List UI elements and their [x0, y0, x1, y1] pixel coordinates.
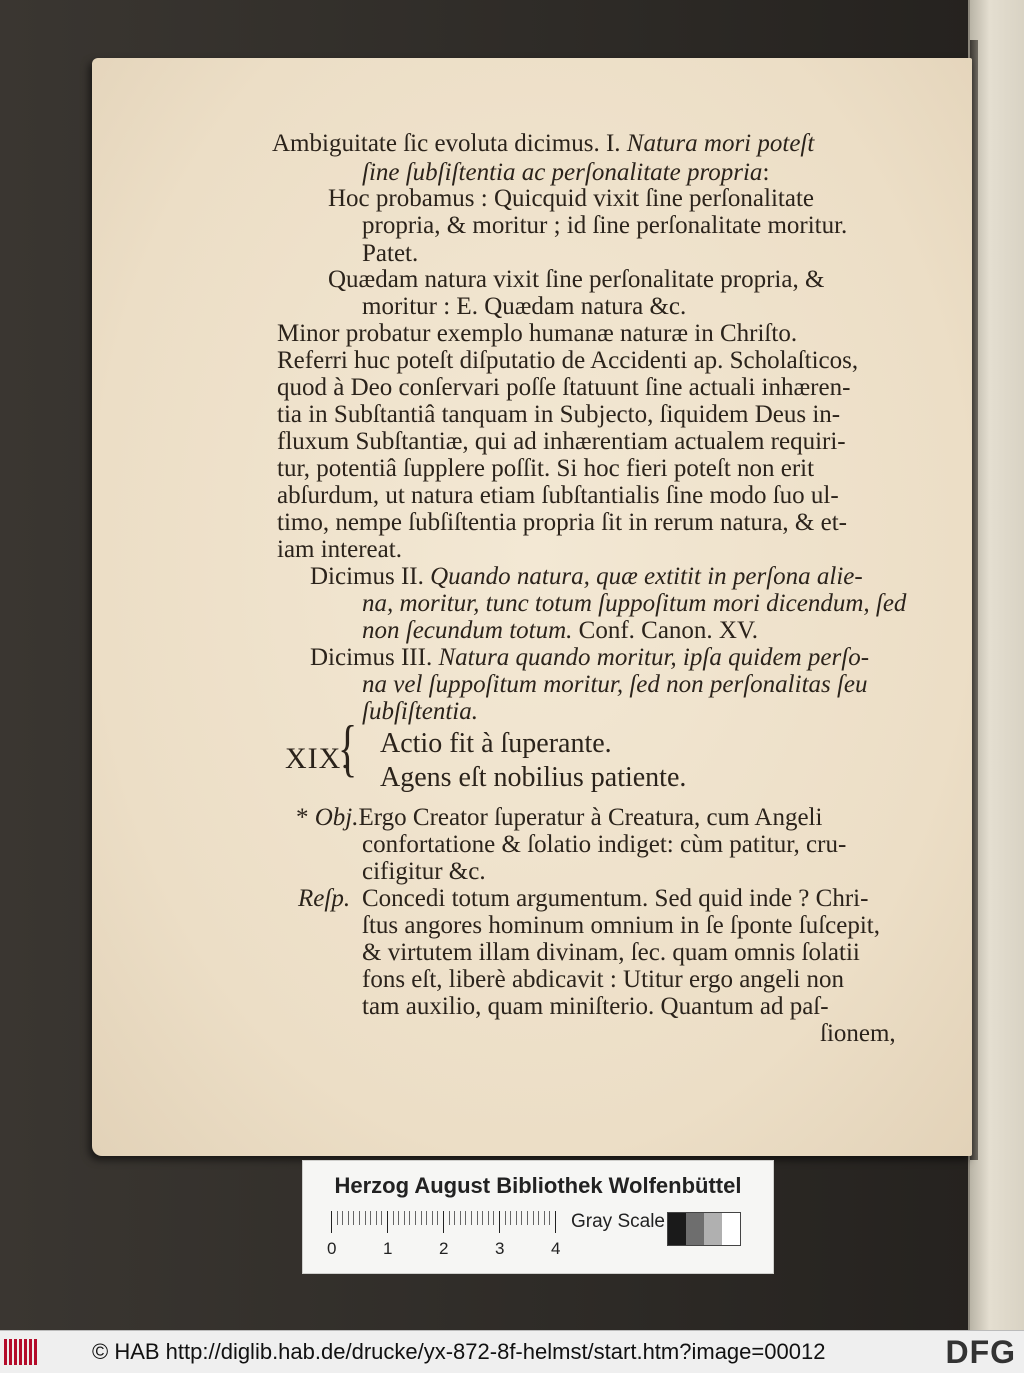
ruler-tick: [499, 1211, 500, 1233]
ruler-tick: [393, 1211, 394, 1225]
gray-swatch: [722, 1213, 740, 1245]
ruler-tick: [342, 1211, 343, 1225]
text-line: non ſecundum totum. Conf. Canon. XV.: [362, 617, 759, 644]
ruler-number: 4: [551, 1239, 561, 1258]
ruler-tick: [482, 1211, 483, 1225]
ruler-tick: [477, 1211, 478, 1225]
text-line: na, moritur, tunc totum ſuppoſitum mori dicendum, ſed: [362, 590, 907, 617]
ruler-tick: [510, 1211, 511, 1225]
ruler-tick: [381, 1211, 382, 1225]
response-line: ſtus angores hominum omnium in ſe ſponte ſuſcepit,: [362, 912, 880, 939]
ruler-tick: [449, 1211, 450, 1225]
text-line: Dicimus III. Natura quando moritur, ipſa quidem perſo-: [310, 644, 870, 671]
ruler-tick: [471, 1211, 472, 1225]
thesis-number: XIX.: [285, 742, 350, 775]
library-label-card: [302, 1160, 774, 1274]
text-line: tur, potentiâ ſupplere poſſit. Si hoc fieri poteſt non erit: [277, 455, 815, 482]
text-line: iam intereat.: [277, 536, 402, 563]
ruler-tick: [370, 1211, 371, 1225]
dfg-logo: DFG: [945, 1334, 1016, 1370]
ruler-tick: [544, 1211, 545, 1225]
response-line: tam auxilio, quam miniſterio. Quantum ad paſ-: [362, 993, 829, 1020]
ruler-tick: [387, 1211, 388, 1233]
response-line: & virtutem illam divinam, ſec. quam omnis ſolatii: [362, 939, 860, 966]
ruler-tick: [409, 1211, 410, 1225]
gray-swatch: [704, 1213, 722, 1245]
ruler-tick: [404, 1211, 405, 1225]
catchword: ſionem,: [820, 1020, 896, 1047]
ruler-tick: [426, 1211, 427, 1225]
ruler-number: 3: [495, 1239, 505, 1258]
ruler-tick: [493, 1211, 494, 1225]
text-line: Ambiguitate ſic evoluta dicimus. I. Natura mori poteſt: [272, 130, 815, 157]
ruler-tick: [549, 1211, 550, 1225]
text-line: Hoc probamus : Quicquid vixit ſine perſonalitate: [328, 185, 814, 212]
ruler-number: 0: [327, 1239, 337, 1258]
ruler-tick: [555, 1211, 556, 1233]
text-line: fluxum Subſtantiæ, qui ad inhærentiam actualem requiri-: [277, 428, 846, 455]
ruler-tick: [432, 1211, 433, 1225]
text-line: propria, & moritur ; id ſine perſonalitate moritur.: [362, 212, 848, 239]
measure-ruler: [331, 1211, 563, 1233]
text-line: Quædam natura vixit ſine perſonalitate propria, &: [328, 266, 825, 293]
objection-line: cifigitur &c.: [362, 858, 486, 885]
ruler-number: 2: [439, 1239, 449, 1258]
ruler-tick: [398, 1211, 399, 1225]
text-line: ſubſiſtentia.: [362, 698, 478, 725]
text-line: abſurdum, ut natura etiam ſubſtantialis ſine modo ſuo ul-: [277, 482, 839, 509]
ruler-tick: [415, 1211, 416, 1225]
ruler-tick: [521, 1211, 522, 1225]
ruler-tick: [538, 1211, 539, 1225]
ruler-tick: [421, 1211, 422, 1225]
ruler-tick: [437, 1211, 438, 1225]
objection-line: * Obj.Ergo Creator ſuperatur à Creatura, cum Angeli: [296, 804, 823, 831]
text-line: moritur : E. Quædam natura &c.: [362, 293, 687, 320]
ruler-number: 1: [383, 1239, 393, 1258]
source-link[interactable]: © HAB http://diglib.hab.de/drucke/yx-872-8f-helmst/start.htm?image=00012: [92, 1339, 826, 1364]
ruler-tick: [443, 1211, 444, 1233]
ruler-tick: [348, 1211, 349, 1225]
ruler-tick: [505, 1211, 506, 1225]
ruler-tick: [376, 1211, 377, 1225]
ruler-tick: [454, 1211, 455, 1225]
text-line: tia in Subſtantiâ tanquam in Subjecto, ſiquidem Deus in-: [277, 401, 841, 428]
gray-swatch: [668, 1213, 686, 1245]
response-line: fons eſt, liberè abdicavit : Utitur ergo angeli non: [362, 966, 845, 993]
text-line: na vel ſuppoſitum moritur, ſed non perſonalitas ſeu: [362, 671, 868, 698]
ruler-tick: [488, 1211, 489, 1225]
gray-swatch: [686, 1213, 704, 1245]
ruler-tick: [365, 1211, 366, 1225]
text-line: Dicimus II. Quando natura, quæ extitit in perſona alie-: [310, 563, 863, 590]
text-line: Referri huc poteſt diſputatio de Accidenti ap. Scholaſticos,: [277, 347, 859, 374]
hab-logo-icon: [4, 1339, 48, 1367]
text-line: timo, nempe ſubſiſtentia propria ſit in rerum natura, & et-: [277, 509, 847, 536]
text-line: ſine ſubſiſtentia ac perſonalitate propria:: [362, 159, 770, 186]
text-line: Patet.: [362, 240, 419, 267]
thesis-line: Actio fit à ſuperante.: [380, 728, 612, 759]
curly-brace-icon: {: [338, 711, 358, 784]
gray-scale-swatches: [667, 1212, 741, 1246]
ruler-tick: [527, 1211, 528, 1225]
response-line: Concedi totum argumentum. Sed quid inde ? Chri-: [362, 885, 869, 912]
ruler-tick: [460, 1211, 461, 1225]
objection-line: confortatione & ſolatio indiget: cùm patitur, cru-: [362, 831, 847, 858]
ruler-tick: [516, 1211, 517, 1225]
ruler-tick: [359, 1211, 360, 1225]
ruler-tick: [337, 1211, 338, 1225]
thesis-line: Agens eſt nobilius patiente.: [380, 762, 687, 793]
library-name: Herzog August Bibliothek Wolfenbüttel: [334, 1173, 742, 1198]
text-line: quod à Deo conſervari poſſe ſtatuunt ſine actuali inhæren-: [277, 374, 851, 401]
ruler-tick: [331, 1211, 332, 1233]
response-line: Reſp.: [298, 885, 351, 912]
text-line: Minor probatur exemplo humanæ naturæ in Chriſto.: [277, 320, 798, 347]
viewer-footer: [0, 1330, 1024, 1373]
ruler-tick: [533, 1211, 534, 1225]
gray-scale-label: Gray Scale: [571, 1211, 665, 1232]
ruler-tick: [353, 1211, 354, 1225]
ruler-tick: [465, 1211, 466, 1225]
